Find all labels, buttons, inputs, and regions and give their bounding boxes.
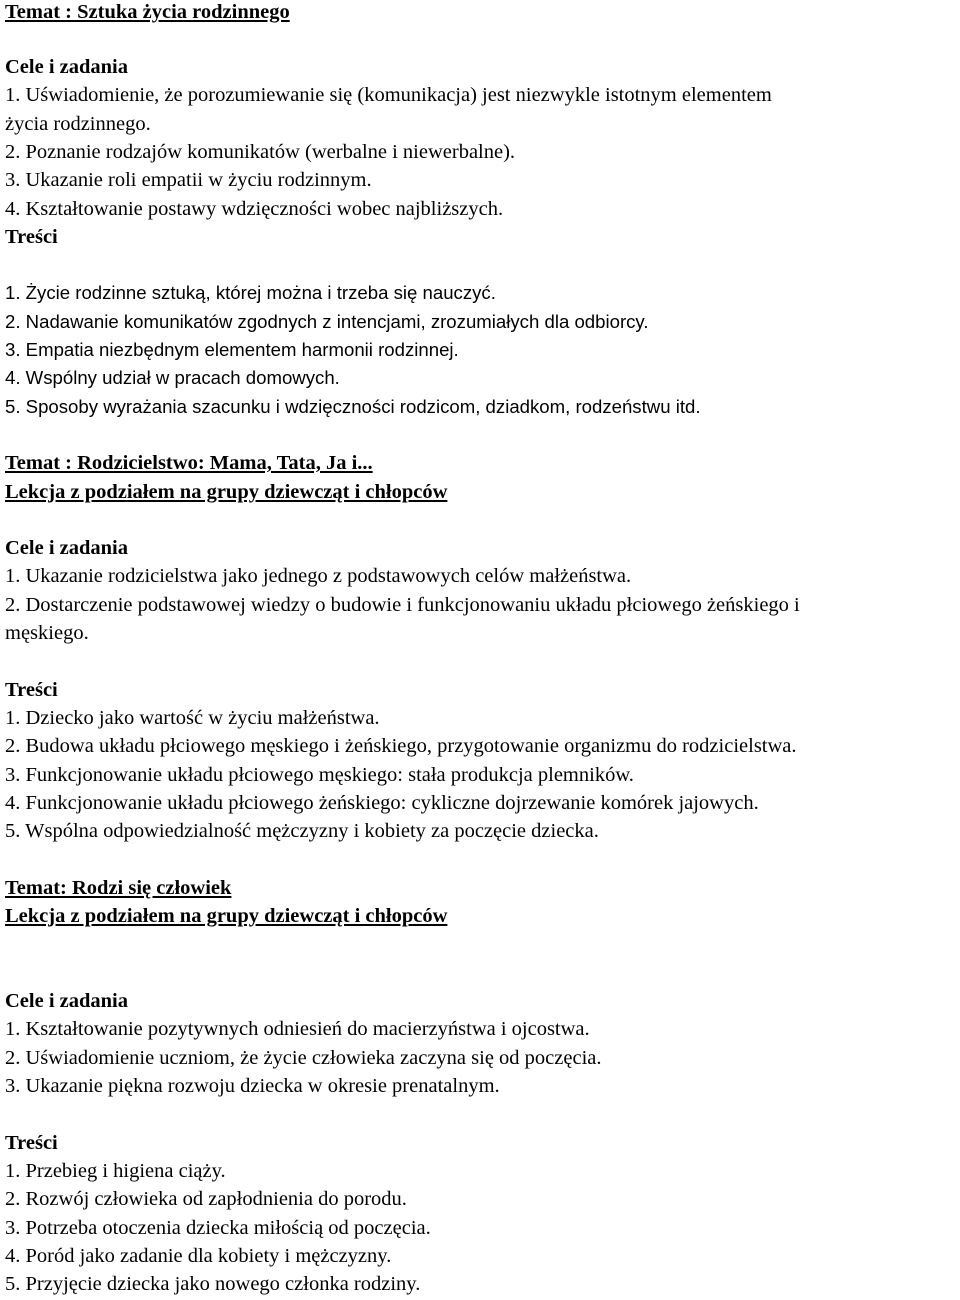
section-3-goal-item: 3. Ukazanie piękna rozwoju dziecka w okresie prenatalnym. xyxy=(5,1075,500,1097)
section-1-content-label: Treści xyxy=(5,226,58,248)
section-2-content-item: 3. Funkcjonowanie układu płciowego męskiego: stała produkcja plemników. xyxy=(5,764,634,786)
section-1-goal-item: życia rodzinnego. xyxy=(5,113,151,135)
section-1-goal-item: 2. Poznanie rodzajów komunikatów (werbalne i niewerbalne). xyxy=(5,141,516,163)
section-1-content-item: 2. Nadawanie komunikatów zgodnych z intencjami, zrozumiałych dla odbiorcy. xyxy=(5,311,649,332)
section-2-goal-item: 2. Dostarczenie podstawowej wiedzy o budowie i funkcjonowaniu układu płciowego żeńskiego i xyxy=(5,594,800,616)
section-1-content-item: 5. Sposoby wyrażania szacunku i wdzięczności rodzicom, dziadkom, rodzeństwu itd. xyxy=(5,396,701,417)
section-2-content-item: 1. Dziecko jako wartość w życiu małżeństwa. xyxy=(5,707,380,729)
section-3-content-label: Treści xyxy=(5,1132,58,1154)
section-3-content-item: 4. Poród jako zadanie dla kobiety i mężczyzny. xyxy=(5,1245,392,1267)
section-3-goals-label: Cele i zadania xyxy=(5,990,128,1012)
section-2-content-item: 2. Budowa układu płciowego męskiego i żeńskiego, przygotowanie organizmu do rodzicielstwa. xyxy=(5,735,797,757)
section-3-content-item: 2. Rozwój człowieka od zapłodnienia do porodu. xyxy=(5,1188,407,1210)
section-3-subtitle: Lekcja z podziałem na grupy dziewcząt i chłopców xyxy=(5,905,448,927)
section-2-goal-item: męskiego. xyxy=(5,622,89,644)
section-3-title: Temat: Rodzi się człowiek xyxy=(5,877,232,899)
section-3-content-item: 5. Przyjęcie dziecka jako nowego członka rodziny. xyxy=(5,1273,421,1295)
section-3-content-item: 1. Przebieg i higiena ciąży. xyxy=(5,1160,226,1182)
section-1-content-item: 4. Wspólny udział w pracach domowych. xyxy=(5,367,340,388)
section-2-goals-label: Cele i zadania xyxy=(5,537,128,559)
section-2-goal-item: 1. Ukazanie rodzicielstwa jako jednego z podstawowych celów małżeństwa. xyxy=(5,565,632,587)
section-2-content-item: 5. Wspólna odpowiedzialność mężczyzny i kobiety za poczęcie dziecka. xyxy=(5,820,599,842)
section-2-content-item: 4. Funkcjonowanie układu płciowego żeńskiego: cykliczne dojrzewanie komórek jajowych. xyxy=(5,792,759,814)
section-2-content-label: Treści xyxy=(5,679,58,701)
section-1-goal-item: 3. Ukazanie roli empatii w życiu rodzinnym. xyxy=(5,169,372,191)
section-1-goals-label: Cele i zadania xyxy=(5,56,128,78)
section-2-title: Temat : Rodzicielstwo: Mama, Tata, Ja i... xyxy=(5,452,373,474)
section-1-content-item: 3. Empatia niezbędnym elementem harmonii rodzinnej. xyxy=(5,339,459,360)
section-1-goal-item: 1. Uświadomienie, że porozumiewanie się (komunikacja) jest niezwykle istotnym elementem xyxy=(5,84,772,106)
section-2-subtitle: Lekcja z podziałem na grupy dziewcząt i chłopców xyxy=(5,481,448,503)
section-3-goal-item: 1. Kształtowanie pozytywnych odniesień do macierzyństwa i ojcostwa. xyxy=(5,1018,590,1040)
section-1-content-item: 1. Życie rodzinne sztuką, której można i trzeba się nauczyć. xyxy=(5,282,496,303)
section-3-goal-item: 2. Uświadomienie uczniom, że życie człowieka zaczyna się od poczęcia. xyxy=(5,1047,602,1069)
section-3-content-item: 3. Potrzeba otoczenia dziecka miłością od poczęcia. xyxy=(5,1217,431,1239)
section-1-title: Temat : Sztuka życia rodzinnego xyxy=(5,1,290,23)
section-1-goal-item: 4. Kształtowanie postawy wdzięczności wobec najbliższych. xyxy=(5,198,504,220)
